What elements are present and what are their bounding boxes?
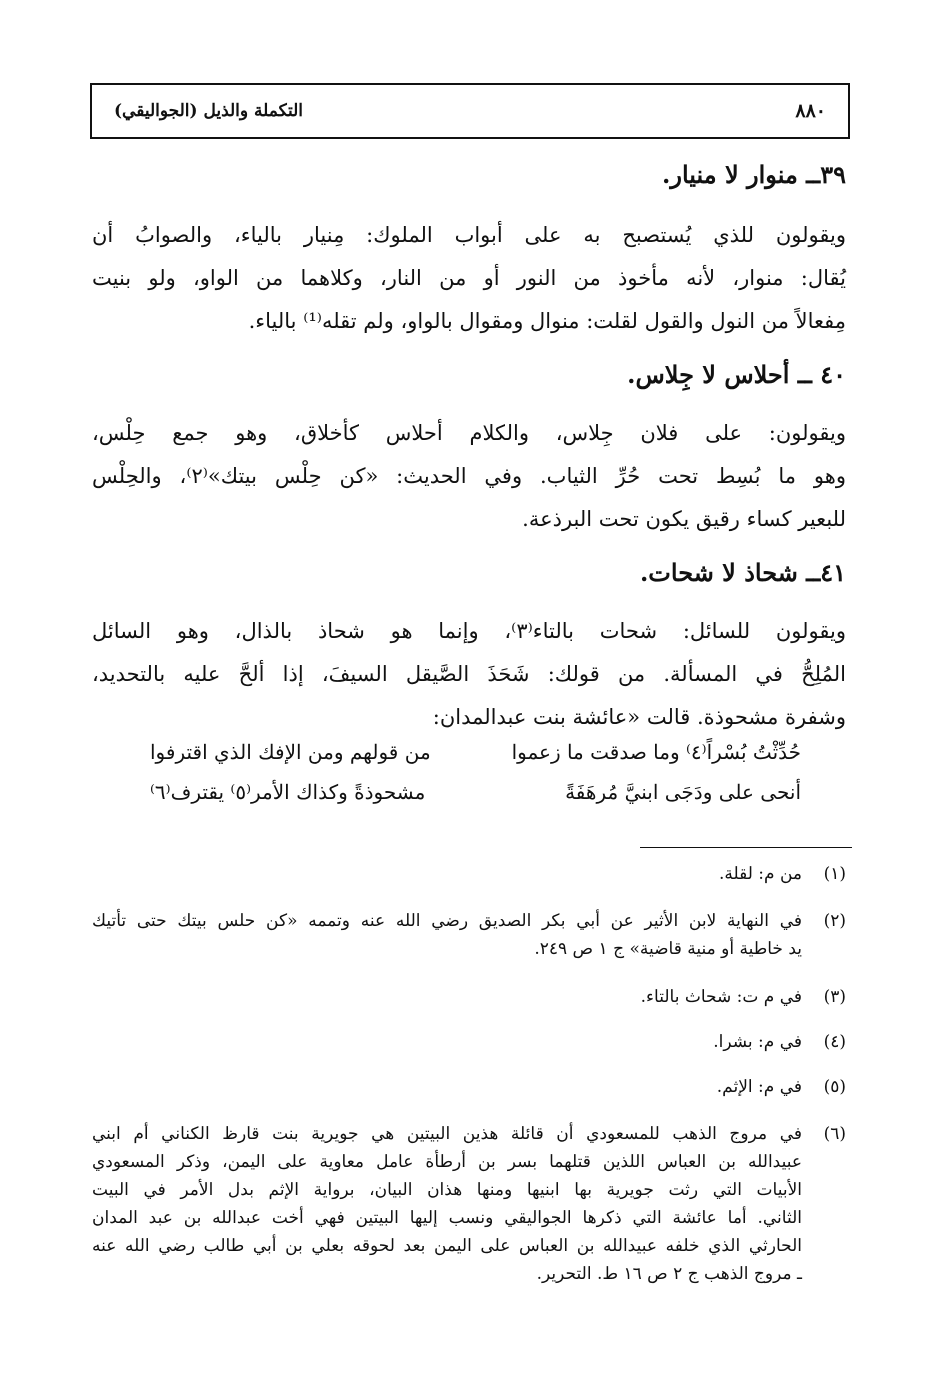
footnote-2 [92,907,846,963]
footnote-text [92,1028,802,1056]
footnote-line: الأبيات التي رثت جويرية بها ابنيها ومنها هذان البيان، برواية الإثم بدل الأمر في البيت [92,1180,802,1200]
footnote-5 [92,1073,846,1101]
footnote-line: في مروج الذهب للمسعودي أن قائلة هذين البيتين هي جويرية بنت قارظ الكناني أم ابني [92,1124,802,1144]
footnote-number: (٥) [823,1077,846,1097]
body-line: للبعير كساء رقيق يكون تحت البرذعة. [522,507,846,531]
footnote-1 [92,860,846,888]
footnote-number: (٦) [823,1124,846,1144]
body-line: مِفعالاً من النول والقول لقلت: منوال ومقوال بالواو، ولم تقله⁽¹⁾ بالياء. [248,309,846,333]
page-header [90,83,850,139]
footnote-number: (١) [823,864,846,884]
body-line: ويقولون: على فلان جِلاس، والكلام أحلاس كأخلاق، وهو جمع حِلْس، [92,421,846,445]
footnote-line: عبيدالله بن العباس اللذين قتلهما بسر بن أرطأة عامل معاوية على اليمن، وذكر المسعودي [92,1152,802,1172]
footnote-number: (٢) [823,911,846,931]
book-title: التكملة والذيل (الجواليقي) [114,101,304,121]
footnote-text [92,983,802,1011]
footnote-6 [92,1120,846,1288]
footnote-line: في م: الإثم. [716,1077,802,1097]
footnote-line: في م: بشرا. [713,1032,802,1052]
verse-hemistich-second: من قولهم ومن الإفك الذي اقترفوا [150,740,431,764]
footnote-line: في النهاية لابن الأثير عن أبي بكر الصديق رضي الله عنه وتممه «كن حلس بيتك حتى تأتيك [92,911,802,931]
footnote-separator [640,847,852,848]
footnote-line: ـ مروج الذهب ج ٢ ص ١٦ ط. التحرير. [536,1264,802,1284]
footnote-text [92,1073,802,1101]
footnote-number: (٣) [823,987,846,1007]
verse-line [150,780,801,818]
body-line: المُلِحُّ في المسألة. من قولك: شَحَذَ الصَّيقل السيفَ، إذا ألحَّ عليه بالتحديد، [92,662,846,686]
entry-body-39 [92,214,846,343]
footnote-text [92,907,802,963]
verse-line [150,740,801,778]
footnote-3 [92,983,846,1011]
verse-hemistich-first: أنحى على ودَجَى ابنيَّ مُرهَفَةً [565,780,801,804]
footnote-line: الحارثي الذي خلفه عبيدالله بن العباس على اليمن بعد لحوقه بعلي بن أبي طالب رضي الله عنه [92,1236,802,1256]
footnote-line: في م ت: شحاث بالتاء. [640,987,802,1007]
footnote-line: الثاني. أما عائشة التي ذكرها الجواليقي ونسب إليها البيتين فهي أخت عبدالله بن عبد المدان [92,1208,802,1228]
body-line: يُقال: منوار، لأنه مأخوذ من النور أو من النار، وكلاهما من الواو، ولو بنيت [92,266,846,290]
footnote-text [92,860,802,888]
footnote-number: (٤) [823,1032,846,1052]
footnote-4 [92,1028,846,1056]
footnote-line: من م: لقلة. [718,864,802,884]
entry-title-41: ٤١ــ شحاذ لا شحات. [639,558,846,587]
body-line: وشفرة مشحوذة. قالت «عائشة بنت عبدالمدان: [432,705,846,729]
page-number: ٨٨٠ [795,100,826,122]
verse-hemistich-first: حُدِّثْتُ بُسْراً⁽٤⁾ وما صدقت ما زعموا [511,740,801,764]
body-line: وهو ما بُسِط تحت حُرِّ الثياب. وفي الحديث: «كن حِلْس بيتك»⁽٢⁾، والحِلْس [92,464,846,488]
entry-title-39: ٣٩ــ منوار لا منيار. [662,160,846,189]
entry-body-40 [92,412,846,541]
footnote-text [92,1120,802,1288]
verse-hemistich-second: مشحوذةً وكذاك الأمر⁽٥⁾ يقترف⁽٦⁾ [150,780,426,804]
entry-title-40: ٤٠ ــ أحلاس لا جِلاس. [627,360,846,389]
body-line: ويقولون للذي يُستصبح به على أبواب الملوك: مِنيار بالياء، والصوابُ أن [92,223,846,247]
footnote-line: يد خاطية أو منية قاضية» ج ١ ص ٢٤٩. [534,939,802,959]
entry-body-41 [92,610,846,739]
body-line: ويقولون للسائل: شحات بالتاء⁽٣⁾، وإنما هو شحاذ بالذال، وهو السائل [92,619,846,643]
